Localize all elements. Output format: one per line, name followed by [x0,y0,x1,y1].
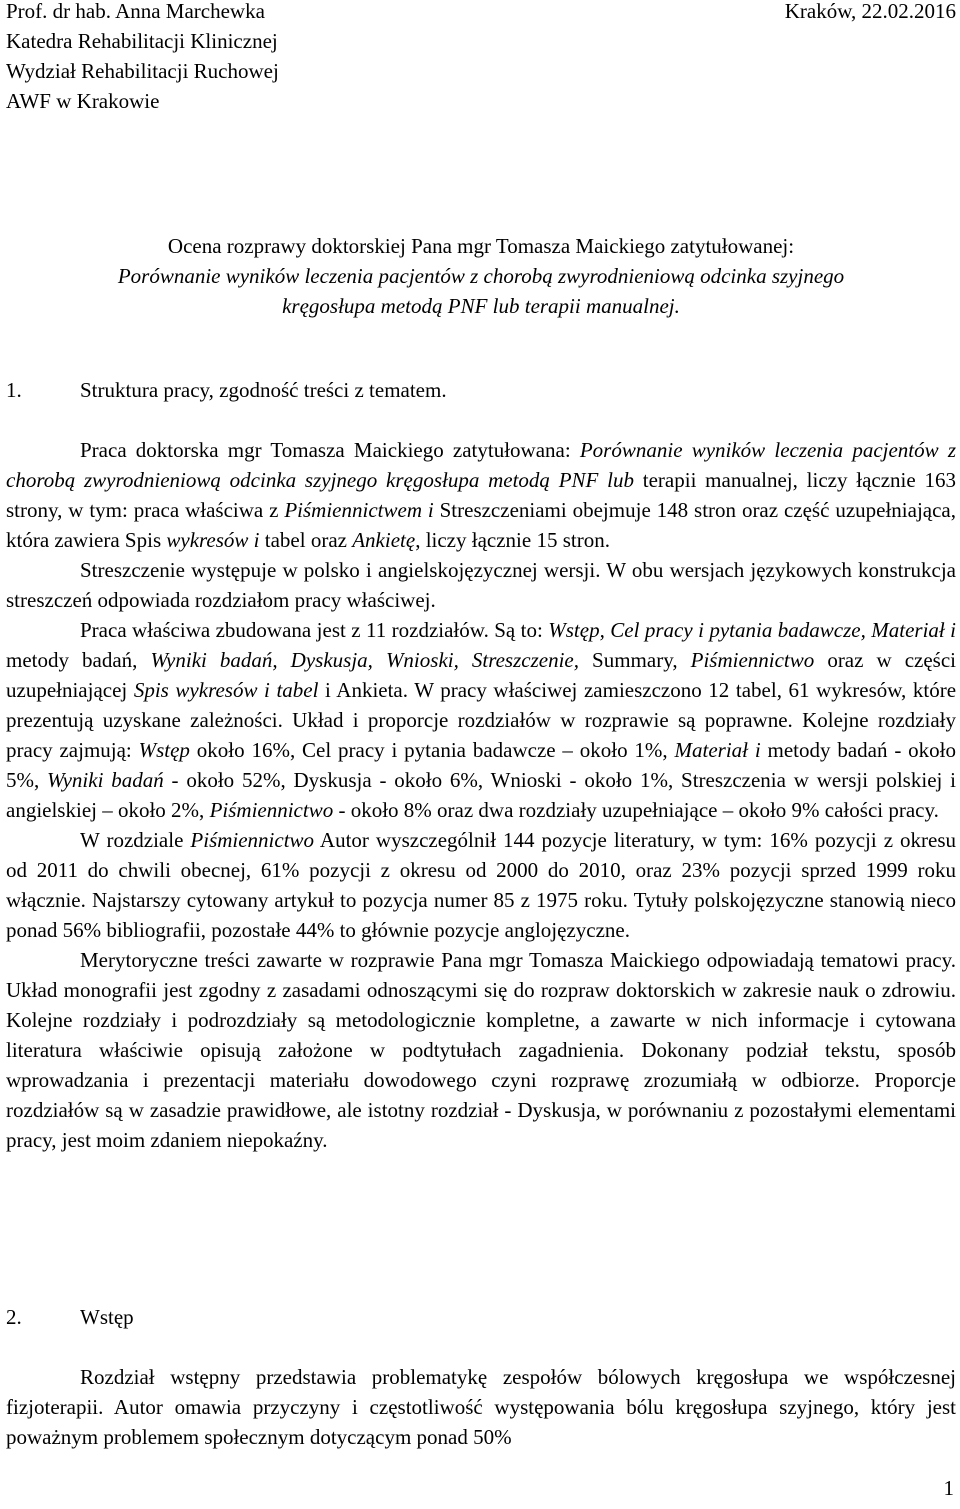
section-1-title: Struktura pracy, zgodność treści z tematem. [80,378,447,402]
paragraph: Rozdział wstępny przedstawia problematykę zespołów bólowych kręgosłupa we współczesnej fizjoterapii. Autor omawia przyczyny i częstotliwość występowania bólu kręgosłupa szyjnego, który jest poważnym problemem społecznym dotyczącym ponad 50% [6,1365,956,1449]
author-name: Prof. dr hab. Anna Marchewka [6,0,265,23]
paragraph: Streszczenie występuje w polsko i angielskojęzycznej wersji. W obu wersjach językowych konstrukcja streszczeń odpowiada rozdziałom pracy właściwej. [6,558,956,612]
review-title [6,231,956,321]
letter-header [6,0,956,116]
paragraph: Praca właściwa zbudowana jest z 11 rozdziałów. Są to: Wstęp, Cel pracy i pytania badawcze, Materiał i metody badań, Wyniki badań, Dyskusja, Wnioski, Streszczenie, Summary, Piśmiennictwo oraz w części uzupełniającej Spis wykresów i tabel i Ankieta. W pracy właściwej zamieszczono 12 tabel, 61 wykresów, które prezentują uzyskane zależności. Układ i proporcje rozdziałów w rozprawie są poprawne. Kolejne rozdziały pracy zajmują: Wstęp około 16%, Cel pracy i pytania badawcze – około 1%, Materiał i metody badań - około 5%, Wyniki badań - około 52%, Dyskusja - około 6%, Wnioski - około 1%, Streszczenia w wersji polskiej i angielskiej – około 2%, Piśmiennictwo - około 8% oraz dwa rozdziały uzupełniające – około 9% całości pracy. [6,618,957,822]
paragraph: Merytoryczne treści zawarte w rozprawie Pana mgr Tomasza Maickiego odpowiadają tematowi pracy. Układ monografii jest zgodny z zasadami odnoszącymi się do rozpraw doktorskich w zakresie nauk o zdrowiu. Kolejne rozdziały i podrozdziały są metodologicznie kompletne, a zawarte w nich informacje i cytowana literatura właściwie opisują założone w podtytułach zagadnienia. Dokonany podział tekstu, sposób wprowadzania i prezentacji materiału dowodowego czyni rozprawę zrozumiałą w odbiorze. Proporcje rozdziałów są w zasadzie prawidłowe, ale istotny rozdział - Dyskusja, w porównaniu z pozostałymi elementami pracy, jest moim zdaniem niepokaźny. [6,948,956,1152]
page-number: 1 [943,1476,954,1500]
author-university: AWF w Krakowie [6,89,160,113]
section-2-heading [6,1302,134,1332]
author-faculty: Wydział Rehabilitacji Ruchowej [6,59,279,83]
title-line-1: Ocena rozprawy doktorskiej Pana mgr Tomasza Maickiego zatytułowanej: [167,234,795,258]
title-line-3: kręgosłupa metodą PNF lub terapii manualnej. [282,294,680,318]
section-1-body [6,435,956,1155]
title-line-2: Porównanie wyników leczenia pacjentów z chorobą zwyrodnieniową odcinka szyjnego [117,264,845,288]
section-2-body [6,1362,956,1452]
section-1-heading [6,375,447,405]
author-department: Katedra Rehabilitacji Klinicznej [6,29,278,53]
section-2-title: Wstęp [80,1305,134,1329]
paragraph: Praca doktorska mgr Tomasza Maickiego zatytułowana: Porównanie wyników leczenia pacjentów z chorobą zwyrodnieniową odcinka szyjnego kręgosłupa metodą PNF lub terapii manualnej, liczy łącznie 163 strony, w tym: praca właściwa z Piśmiennictwem i Streszczeniami obejmuje 148 stron oraz część uzupełniająca, która zawiera Spis wykresów i tabel oraz Ankietę, liczy łącznie 15 stron. [6,438,956,552]
section-1-number: 1. [6,378,22,402]
place-date: Kraków, 22.02.2016 [784,0,956,23]
paragraph: W rozdziale Piśmiennictwo Autor wyszczególnił 144 pozycje literatury, w tym: 16% pozycji z okresu od 2011 do chwili obecnej, 61% pozycji z okresu od 2000 do 2010, oraz 23% pozycji sprzed 1999 roku włącznie. Najstarszy cytowany artykuł to pozycja numer 85 z 1975 roku. Tytuły polskojęzyczne stanowią nieco ponad 56% bibliografii, pozostałe 44% to głównie pozycje anglojęzyczne. [6,828,957,942]
section-2-number: 2. [6,1305,22,1329]
